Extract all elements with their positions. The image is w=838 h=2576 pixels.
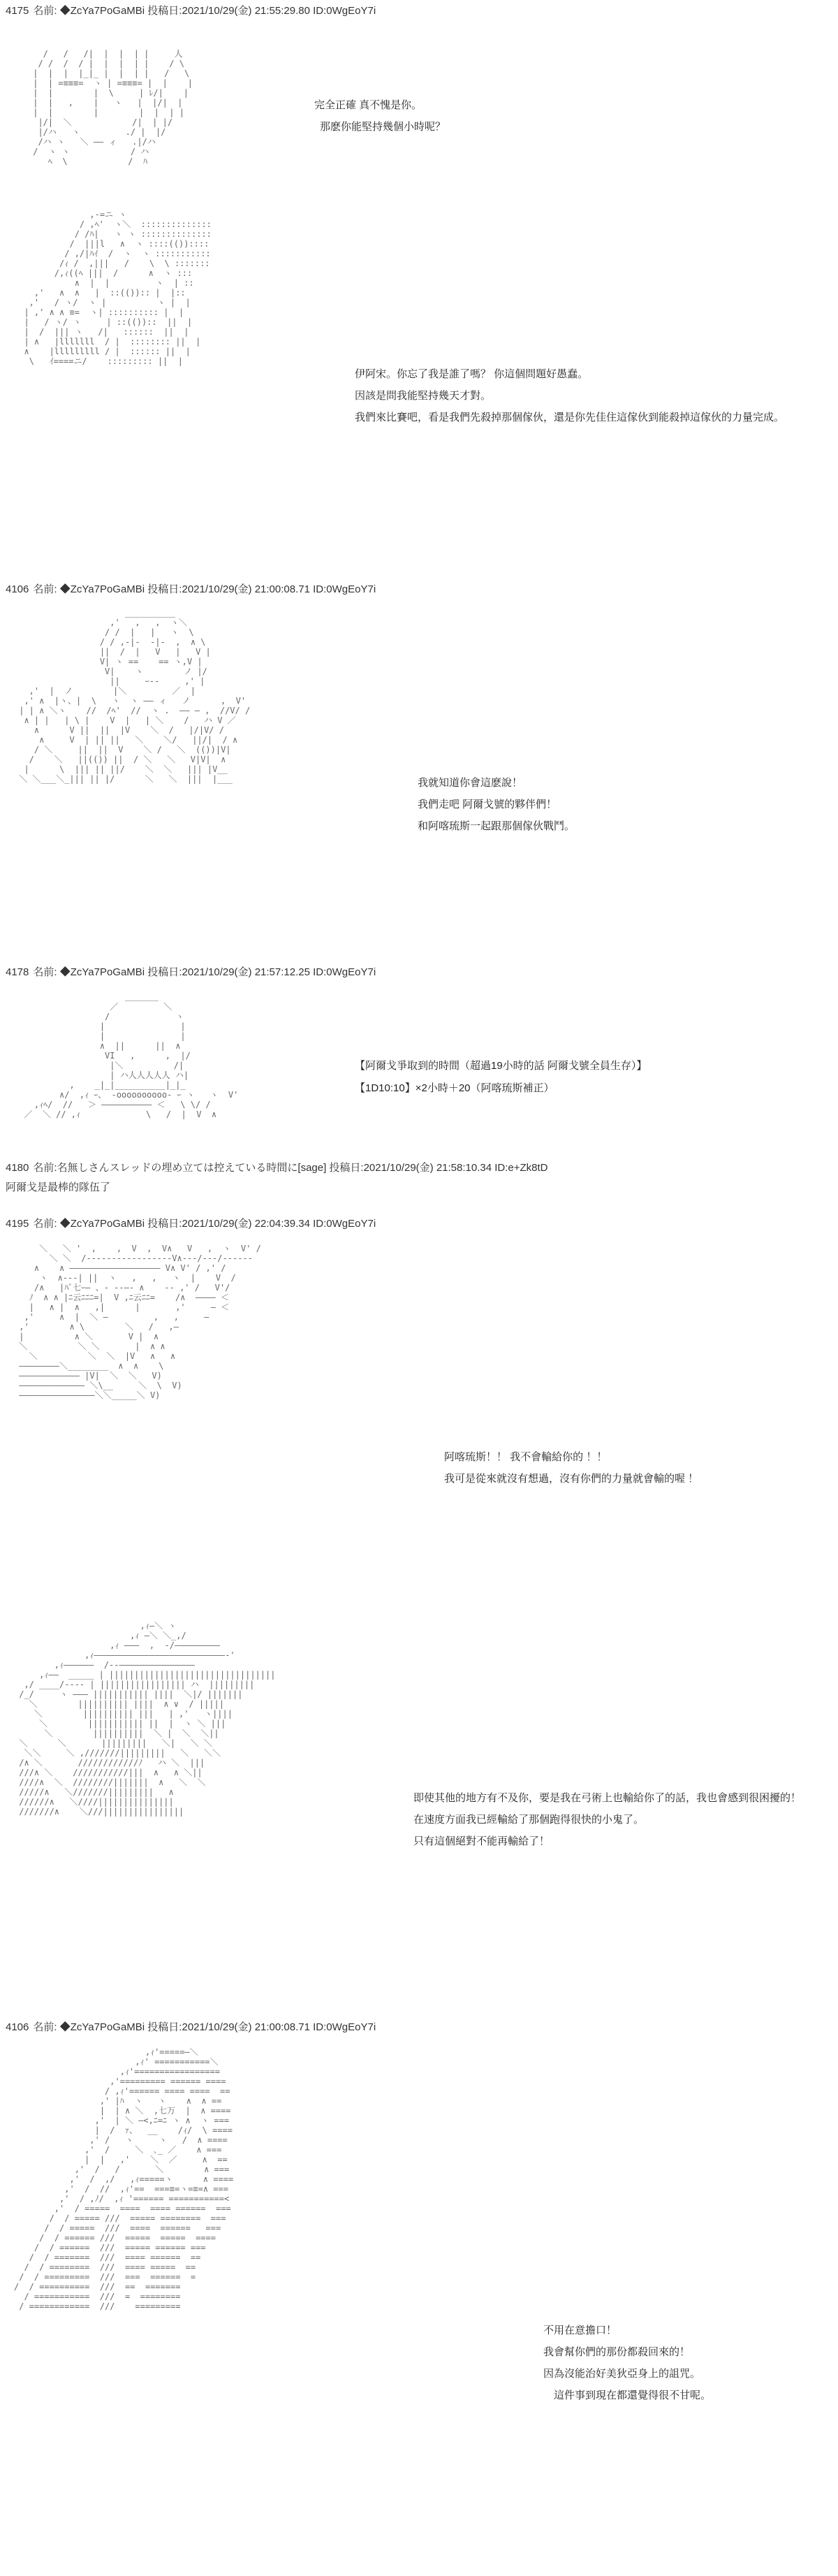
dialog-line: 【1D10:10】×2小時＋20（阿喀琉斯補正） xyxy=(355,1082,554,1094)
dialog-block xyxy=(418,772,575,837)
post-number: 4175 xyxy=(6,5,29,17)
post-header xyxy=(6,964,376,979)
dialog-line: 完全正確 真不愧是你。 xyxy=(314,99,422,111)
dialog-line: 和阿喀琉斯一起跟那個傢伙戰鬥。 xyxy=(418,820,575,832)
post-meta: 名前: ◆ZcYa7PoGaMBi 投稿日:2021/10/29(金) 21:55:29.80 ID:0WgEoY7i xyxy=(33,5,376,17)
dialog-block xyxy=(543,2320,711,2406)
post-number: 4195 xyxy=(6,1218,29,1230)
dialog-line: 那麽你能堅持幾個小時呢？ xyxy=(320,121,446,133)
post-meta: 名前: ◆ZcYa7PoGaMBi 投稿日:2021/10/29(金) 22:04:39.34 ID:0WgEoY7i xyxy=(33,1218,376,1230)
dialog-line: 我會幫你們的那份都殺回來的！ xyxy=(543,2346,691,2358)
post-meta: 名前: ◆ZcYa7PoGaMBi 投稿日:2021/10/29(金) 21:57:12.25 ID:0WgEoY7i xyxy=(33,966,376,978)
dialog-line: 即使其他的地方有不及你，要是我在弓術上也輸給你了的話，我也會感到很困擾的！ xyxy=(413,1792,802,1804)
post-meta: 名前: ◆ZcYa7PoGaMBi 投稿日:2021/10/29(金) 21:00:08.71 ID:0WgEoY7i xyxy=(33,2021,376,2033)
dialog-line: 【阿爾戈爭取到的時間（超過19小時的話 阿爾戈號全員生存）】 xyxy=(355,1060,647,1072)
post-number: 4106 xyxy=(6,583,29,595)
dialog-line: 我可是從來就沒有想過，沒有你們的力量就會輸的喔 ！ xyxy=(444,1473,699,1485)
dialog-line: 我就知道你會這麽說！ xyxy=(418,777,523,789)
dialog-line: 這件事到現在都還覺得很不甘呢。 xyxy=(543,2389,712,2401)
dialog-line: 阿喀琉斯！！ 我不會輸給你的 ！！ xyxy=(444,1451,608,1463)
post-number: 4106 xyxy=(6,2021,29,2033)
post-meta: 名前:名無しさんスレッドの埋め立ては控えている時間に[sage] 投稿日:2021/10/29(金) 21:58:10.34 ID:e+Zk8tD xyxy=(33,1162,548,1174)
ascii-art-figure: ＼ ＼ ' , , V , V∧ V , ヽ V' / ＼ ＼ /‐‐‐‐‐‐‐‐‐‐‐‐‐‐‐‐‐V∧‐‐‐/‐‐‐/‐‐‐‐‐- ∧ ∧ ―――――――――――――――――― V∧ V' / ,' / ヽ ∧‐‐‐| || ヽ , , ヽ | V / /∧ |ﾊﾞ七ｰ― 、‐ --―‐ ∧ ‐‐ ,' / V'/ ﾉ ∧ ∧ |ﾆ云ﾆﾆﾆ=| V ,ﾆ云ﾆﾆ= /∧ ―――― ＜ | ∧ | ∧ ,| | ,' ― ＜ ,' ∧ | ＼ ― , , ― ,' ∧ \ ＼ / ,― | ∧ ＼ V | ∧ ＼ ＼ ＼ | ∧ ∧ ＼ ＼ ＼ |V ∧ ∧ ――――――――＼________ ∧ ∧ \ ―――――――――――― |V| ＼ ＼ V) ――――――――――――― ＼\__ ＼ \ V) ―――――――――――――――＼＼_____＼ V) xyxy=(19,1244,261,1400)
dialog-line: 我們來比賽吧，看是我們先殺掉那個傢伙，還是你先佳住這傢伙到能殺掉這傢伙的力量完成。 xyxy=(355,412,785,423)
ascii-art-figure: / / /| | | | | 人 / / / / | | | | | / \ | | | |_|_ | | | | / \ | | =≡≡≡= ヽ | =≡≡≡= | | | | | | \ | ﾚ/| | | | , | ヽ | |/| | | | | | | | | |/| ＼ /| | |/ |/ハ ヽ ./ | |/ /ハ ヽ ＼ ―― ィ .|/ハ / ヽ ヽ / ハ ﾍ \ / ﾊ xyxy=(33,49,193,166)
dialog-block xyxy=(444,1446,698,1490)
ascii-art-figure: ,-=ニ ヽ / ,ﾍ' ヽ＼ :::::::::::::: / /ﾊ| ヽ ヽ :::::::::::::: / |||l ∧ ヽ ::::(()):::: / ,/|ﾊｲ / ヽ ヽ ::::::::::: /ｨ / ,||| / \ \ ::::::: /,ｨ((ﾍ ||| / ∧ ヽ ::: ∧ | | ヽ | :: ,' ∧ ∧ | ::(()):: | |:: ,' / ヽ/ ヽ | ヽ | | | ,' ∧ ∧ ≡= ヽ| :::::::::: | | | / ヽ/ ヽ | ::(()):: || | | / ||| ヽ /| :::::: || | | ∧ |lllllll / | :::::::: || | ∧ |lllllllll / | :::::: || | \ ｲ====ニ/ ::::::::: || | xyxy=(24,210,212,366)
post-header xyxy=(6,581,376,596)
dialog-line: 我們走吧 阿爾戈號的夥伴們！ xyxy=(418,799,557,810)
dialog-block xyxy=(413,1787,801,1852)
dialog-block xyxy=(355,363,784,428)
ascii-art-figure: ,ｨ'=====―＼ ,ｨ' ===========＼ ,ｨ'================= ,'========= ====== ==== / ,ｨ'====== ==== ==== == ,' |ﾊ ヽ ヽ ∧ ∧ == | | ∧ ＼ ,七万 | ∧ ==== ,' | ＼ ―<,ﾆ=ﾆ ヽ ∧ ヽ === | / ｧ、 __ /ｨ/ \ ==== ,' / ヽ ヽ / ∧ ==== ,' / ＼ ､_ ／ ∧ === | | ,' ＼ ／ ∧ == ,' / / ＼ ∧ === ,' / ,/ ,ｨ=====ヽ ∧ ==== ,' / // ,ｨ'== ===≡=ヽ=≡=∧ === ,' / ,ﾉ/ ,ｨ '====== ===========< ,' / ===== ==== ==== ====== === / / ===== /// ===== ======== === / / ===== /// ==== ====== === / / ====== /// ===== ===== ==== / / ====== /// ===== ====== === / / ======= /// ==== ====== == / / ======== /// ==== ===== == / / ========= /// === ====== = / / ========== /// == ======= / =========== /// = ======== / ============ /// ========= xyxy=(14,2047,234,2311)
post-body: 阿爾戈是最棒的隊伍了 xyxy=(6,1181,111,1193)
ascii-art-figure: __________ ,' , , ヽ＼ / / | | ヽ \ / / ,-|- -|- , ∧ \ || / | V | V | V| ヽ == == ヽ,V | V| ヽ ノ |/ || ｰ-‐ ,' | ,' | ノ |＼ ／ | ,' ∧ |ヽ、| \ ヽ ヽ ―― ィ ノ , V' | | ∧ ＼ヽ // /ﾍ' // ヽ . ―― ― , //V/ / ∧ | | | \ | V | | ＼ / ハ V ／ ∧ V || || |V ＼ / |/|V/ / ∧ V | || || ＼ ＼/ ||/| / ∧ / ＼ || || V ＼ / ＼ (())|V| / ＼ ||(()) || / ＼ ＼ V|V| ∧ | \ ||| || ||/ ＼ ＼ ||| |V__ ＼ ＼___＼_||| || |/ ＼ ＼ ||| |___ xyxy=(19,608,251,784)
ascii-art-figure: ＿＿＿＿ ／ ＼ / ヽ | | | | ∧ || || ∧ VI , , |/ |＼ /| | ハ人人人人人 ハ| , _|_|__________|_|_ ∧/ ,ｨ ｰ、 -oooooooooo- ｰ ヽ ヽ V' ,ｨﾍ/ // ＞ ―――――――――― ＜ \ \/ / ／ ＼ // ,ｨ \ / | V ∧ xyxy=(24,992,239,1119)
post-number: 4178 xyxy=(6,966,29,978)
dialog-block xyxy=(355,1055,647,1100)
ascii-art-figure: ,ｨ―＼ ヽ ,ｨ ―＼ ＼_,/ ,ｨ ――― , ‐/――――――――― ,ｨ――――――――――――――――――――――――――‐' ,ｨ―――――― /‐‐――――――――――――――― ,ｨ―― _____ | ||||||||||||||||||||||||||||||||| ,/ ____/‐‐‐‐ | ||||||||||||||||| ハ ||||||||| /_/ ヽ ――― ||||||||||| |||| ＼|/ ||||||| ＼ |||||||||| |||| ∧ ∨ / ||||| ＼ |||||||||| ||| | ,' ヽ|||| ＼ ||||||||||| || | ヽ ＼ ||| ＼ |||||||||| ＼ | ＼ ＼|| ＼ ＼ ||||||||| ＼| ＼ ＼ ＼＼ ＼ ,///////||||||||| ＼ ＼＼ /∧ ＼ ////////////ﾉ ハ ＼ ||| ///∧ ＼ ///////////||| ∧ ∧ ＼|| ////∧ ＼ ////////||||||| ∧ ＼ ＼ /////∧ ＼///////||||||||| ∧ //////∧ ＼////||||||||||||||| ///////∧ ＼///|||||||||||||||| xyxy=(19,1621,276,1817)
dialog-line: 只有這個絕對不能再輸給了！ xyxy=(413,1835,550,1847)
post-header xyxy=(6,1216,376,1230)
dialog-line: 伊阿宋。你忘了我是誰了嗎？ 你這個問題好愚蠢。 xyxy=(355,368,589,380)
post-number: 4180 xyxy=(6,1162,29,1174)
dialog-block xyxy=(314,94,446,138)
dialog-line: 在速度方面我已經輸給了那個跑得很快的小鬼了。 xyxy=(413,1814,645,1826)
dialog-line: 因該是問我能堅持幾天才對。 xyxy=(355,390,492,402)
post-header xyxy=(6,1160,548,1174)
post-header xyxy=(6,3,376,17)
dialog-line: 因為沒能治好美狄亞身上的詛咒。 xyxy=(543,2368,701,2380)
dialog-line: 不用在意擔口！ xyxy=(543,2324,617,2336)
post-meta: 名前: ◆ZcYa7PoGaMBi 投稿日:2021/10/29(金) 21:00:08.71 ID:0WgEoY7i xyxy=(33,583,376,595)
post-header xyxy=(6,2019,376,2034)
